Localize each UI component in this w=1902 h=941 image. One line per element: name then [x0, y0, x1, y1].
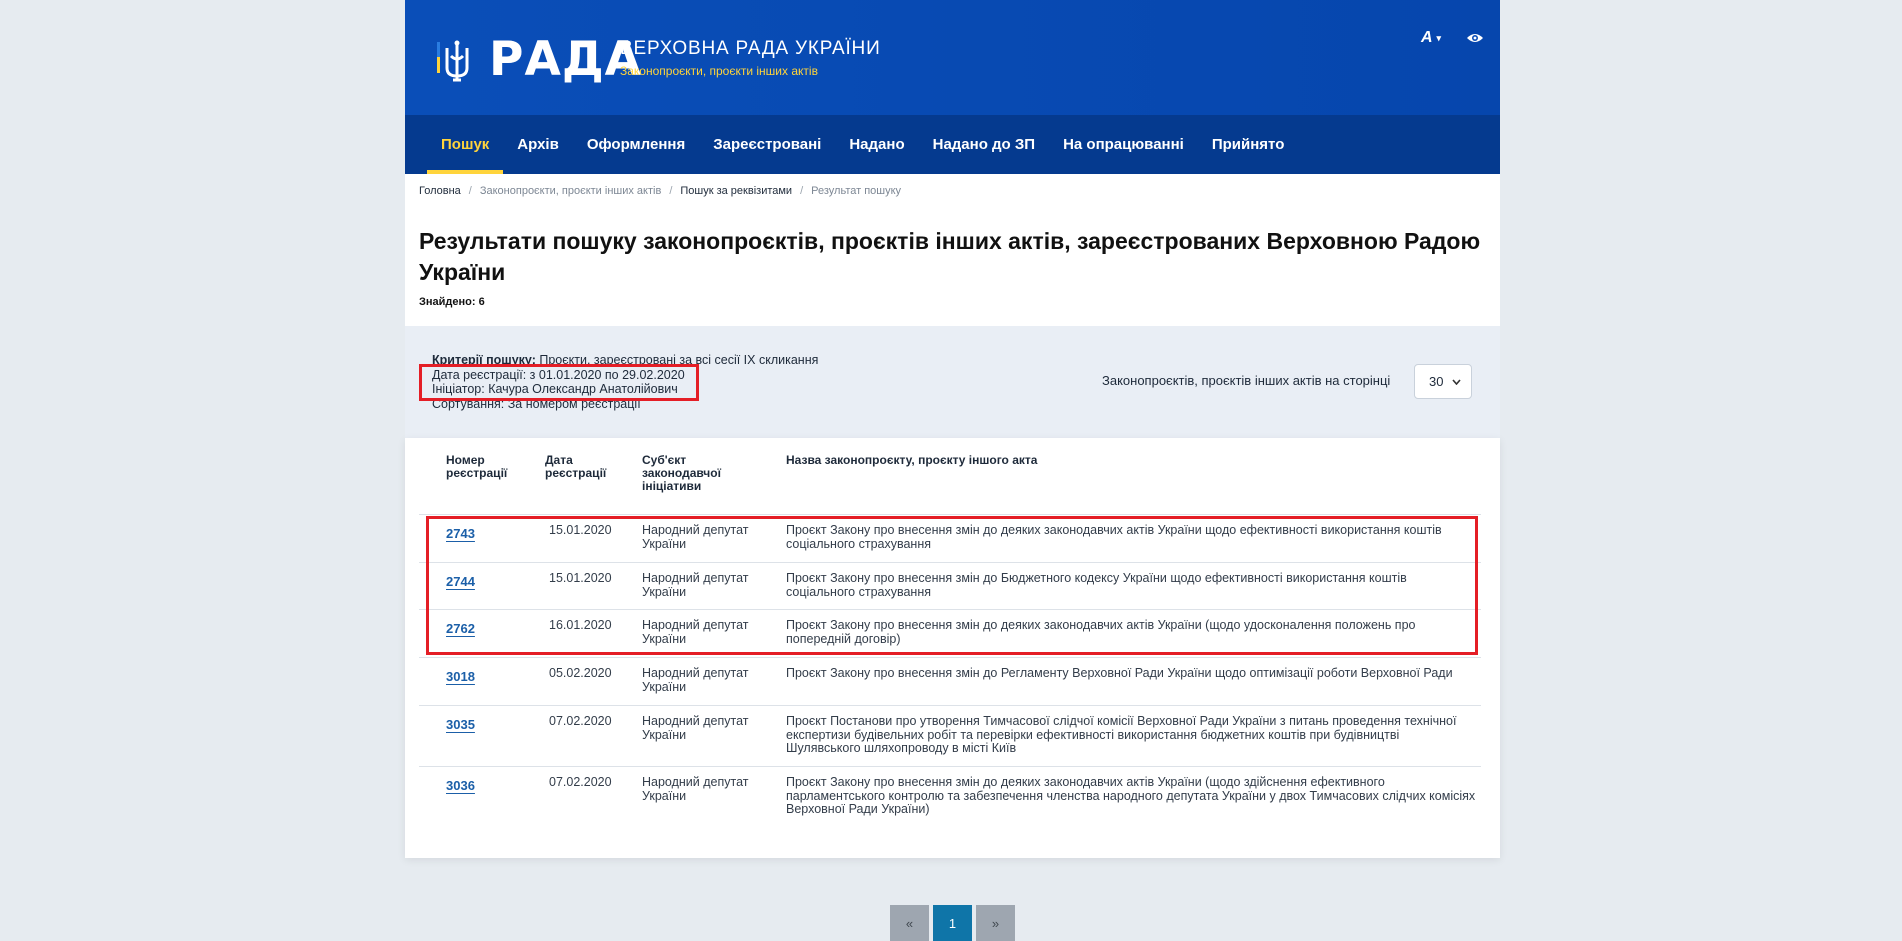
page — [405, 0, 1500, 941]
site-title[interactable]: ВЕРХОВНА РАДА УКРАЇНИ — [620, 38, 881, 59]
registration-date: 15.01.2020 — [549, 523, 612, 537]
nav-item-submitted-to-plenary[interactable]: Надано до ЗП — [932, 136, 1036, 153]
column-header-date: Дата реєстрації — [545, 453, 607, 480]
bill-number-link[interactable]: 3018 — [446, 669, 475, 684]
main-nav — [405, 115, 1500, 174]
pagination — [890, 905, 1015, 941]
column-header-subject: Суб'єкт законодавчої ініціативи — [642, 453, 721, 493]
logo-wordmark[interactable]: РАДА — [489, 32, 643, 87]
column-header-title: Назва законопроєкту, проєкту іншого акта — [786, 453, 1038, 467]
nav-item-processing[interactable]: Оформлення — [586, 136, 686, 153]
nav-item-archive[interactable]: Архів — [517, 136, 559, 153]
bill-number-link[interactable]: 3035 — [446, 717, 475, 732]
criteria-sort: Сортування: За номером реєстрації — [432, 396, 641, 411]
initiative-subject: Народний депутат України — [642, 571, 749, 599]
initiative-subject: Народний депутат України — [642, 523, 749, 551]
pagination-page-1[interactable]: 1 — [933, 905, 972, 941]
table-row — [419, 766, 1481, 828]
initiative-subject: Народний депутат України — [642, 775, 749, 803]
bill-number-link[interactable]: 2744 — [446, 574, 475, 589]
bill-number-link[interactable]: 3036 — [446, 778, 475, 793]
results-count: Знайдено: 6 — [419, 296, 485, 308]
per-page-label: Законопроєктів, проєктів інших актів на сторінці — [1102, 373, 1391, 388]
per-page-select[interactable] — [1414, 364, 1472, 399]
nav-item-adopted[interactable]: Прийнято — [1211, 136, 1285, 153]
trident-emblem-icon — [437, 40, 477, 84]
initiative-subject: Народний депутат України — [642, 618, 749, 646]
breadcrumb-home[interactable]: Головна — [419, 185, 461, 197]
registration-date: 16.01.2020 — [549, 618, 612, 632]
criteria-projects: Проєкти, зареєстровані за всі сесії IX скликання — [535, 353, 819, 367]
bill-title: Проєкт Закону про внесення змін до деяких законодавчих актів України щодо ефективності використання коштів соціального страхування — [786, 523, 1442, 551]
bill-title: Проєкт Закону про внесення змін до Регламенту Верховної Ради України щодо оптимізації роботи Верховної Ради — [786, 666, 1453, 680]
nav-item-in-review[interactable]: На опрацюванні — [1063, 136, 1184, 153]
accessibility-button[interactable] — [1459, 25, 1491, 51]
bill-number-link[interactable]: 2743 — [446, 526, 475, 541]
breadcrumb-search[interactable]: Пошук за реквізитами — [680, 185, 793, 197]
bill-number-link[interactable]: 2762 — [446, 621, 475, 636]
bill-title: Проєкт Закону про внесення змін до деяких законодавчих актів України (щодо удосконалення положень про попередній договір) — [786, 618, 1416, 646]
bill-title: Проєкт Закону про внесення змін до Бюджетного кодексу України щодо ефективності використання коштів соціального страхування — [786, 571, 1407, 599]
breadcrumb-current: Результат пошуку — [811, 185, 902, 197]
bill-title: Проєкт Постанови про утворення Тимчасової слідчої комісії Верховної Ради України з питань проведення технічної експертизи будівельних робіт та перевірки ефективності використання бюджетних коштів при будівництві Шулявського шляхопроводу в місті Київ — [786, 714, 1457, 755]
page-title: Результати пошуку законопроєктів, проєктів інших актів, зареєстрованих Верховною Радою України — [419, 228, 1481, 285]
results-table — [405, 438, 1500, 858]
eye-icon — [1466, 32, 1484, 44]
column-header-number: Номер реєстрації — [446, 453, 508, 480]
site-subtitle[interactable]: Законопроєкти, проєкти інших актів — [620, 64, 818, 78]
table-row — [419, 657, 1481, 705]
bill-title: Проєкт Закону про внесення змін до деяких законодавчих актів України (щодо здійснення ефективного парламентського контролю та забезпечення членства народного депутата України у двох Тимчасових слідчих комісіях Верховної Ради України) — [786, 775, 1476, 816]
highlight-box-rows — [426, 516, 1478, 655]
registration-date: 05.02.2020 — [549, 666, 612, 680]
registration-date: 15.01.2020 — [549, 571, 612, 585]
page-header-section — [405, 174, 1500, 326]
search-criteria-panel — [405, 326, 1500, 438]
breadcrumb-separator: / — [669, 185, 673, 197]
highlight-box-criteria — [419, 364, 699, 401]
criteria-label: Критерії пошуку: — [432, 353, 536, 367]
breadcrumb-separator: / — [468, 185, 472, 197]
breadcrumb-separator: / — [800, 185, 804, 197]
font-size-label: A — [1420, 29, 1433, 46]
nav-item-search[interactable]: Пошук — [427, 115, 503, 174]
font-size-button[interactable] — [1413, 25, 1449, 51]
initiative-subject: Народний депутат України — [642, 714, 749, 742]
chevron-down-icon: ▾ — [1436, 32, 1442, 43]
nav-item-registered[interactable]: Зареєстровані — [713, 136, 822, 153]
breadcrumb-bills[interactable]: Законопроєкти, проєкти інших актів — [479, 185, 662, 197]
pagination-next-button[interactable]: » — [976, 905, 1015, 941]
chevron-down-icon — [1452, 379, 1461, 385]
site-header — [405, 0, 1500, 115]
breadcrumb — [419, 185, 901, 197]
per-page-value: 30 — [1429, 374, 1444, 389]
criteria-initiator: Ініціатор: Качура Олександр Анатолійович — [432, 382, 678, 396]
nav-item-submitted[interactable]: Надано — [849, 136, 905, 153]
registration-date: 07.02.2020 — [549, 714, 612, 728]
table-row — [419, 705, 1481, 766]
initiative-subject: Народний депутат України — [642, 666, 749, 694]
criteria-date: Дата реєстрації: з 01.01.2020 по 29.02.2020 — [432, 367, 685, 382]
pagination-prev-button[interactable]: « — [890, 905, 929, 941]
registration-date: 07.02.2020 — [549, 775, 612, 789]
